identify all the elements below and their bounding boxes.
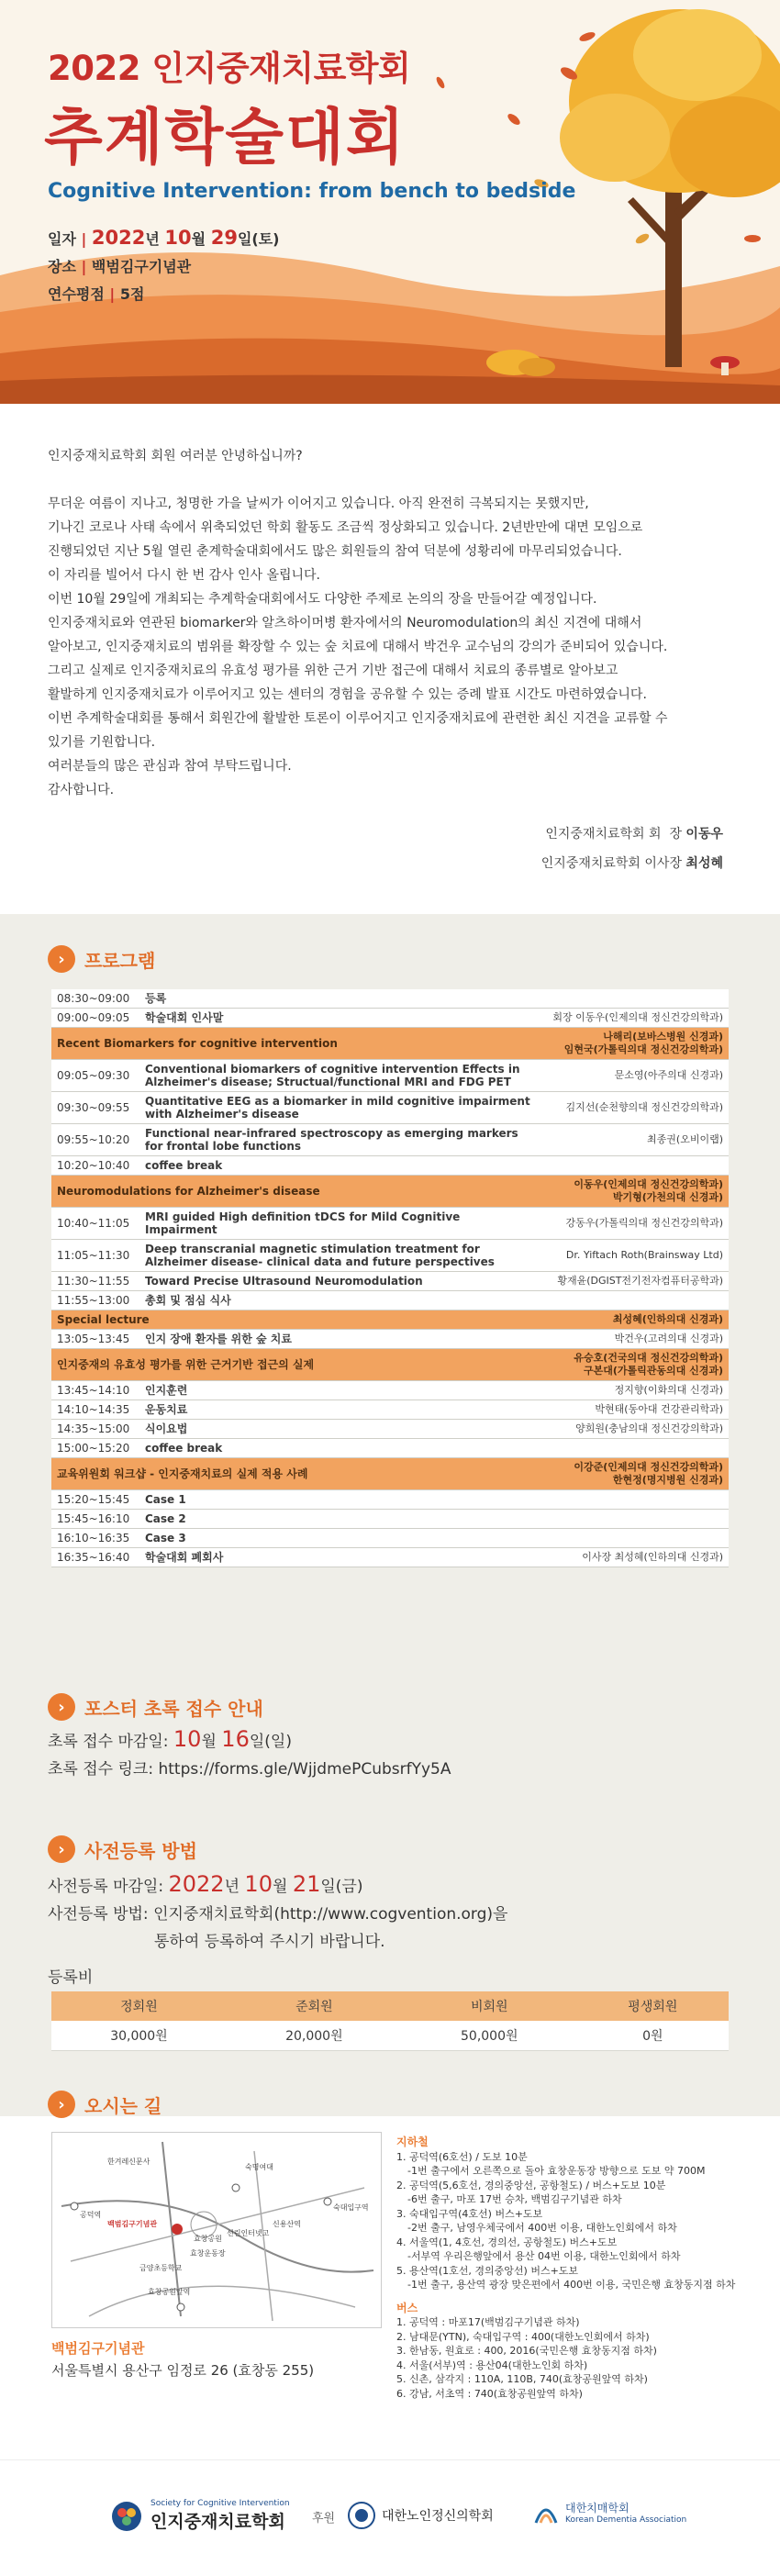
- program-session-header: [51, 1028, 729, 1060]
- sponsor-label: 후원: [312, 2512, 336, 2526]
- session-title: Neuromodulations for Alzheimer's disease: [51, 1176, 536, 1208]
- hero-subtitle: Cognitive Intervention: from bench to bedside: [48, 180, 576, 203]
- society-name-ko: 인지중재치료학회: [150, 2512, 285, 2532]
- fee-header: 정회원: [51, 1991, 227, 2021]
- program-time: 15:20~15:45: [51, 1490, 139, 1510]
- direction-item: 4. 서울(서부)역 : 용산04(대한노인회 하차): [396, 2359, 588, 2371]
- program-row: [51, 989, 729, 1009]
- program-speaker: 회장 이동우(인제의대 정신건강의학과): [536, 1009, 729, 1028]
- fee-header-row: [51, 1991, 729, 2021]
- program-time: 14:35~15:00: [51, 1420, 139, 1439]
- program-time: 11:30~11:55: [51, 1272, 139, 1291]
- program-session-header: [51, 1349, 729, 1381]
- footer: [0, 2459, 780, 2576]
- program-row: [51, 1092, 729, 1124]
- direction-item: 1. 공덕역(6호선) / 도보 10분: [396, 2150, 528, 2163]
- program-title: MRI guided High definition tDCS for Mild Cognitive Impairment: [139, 1208, 536, 1240]
- signature-chairman: 인지중재치료학회 이사장 최성혜: [540, 856, 723, 871]
- direction-item: 2. 공덕역(5,6호선, 경의중앙선, 공항철도) / 버스+도보 10분: [396, 2179, 666, 2191]
- session-chairs: 나해리(보바스병원 신경과) 임현국(가톨릭의대 정신건강의학과): [536, 1028, 729, 1060]
- program-row: [51, 1439, 729, 1458]
- hero-title-line1: 2022 인지중재치료학회: [48, 49, 411, 88]
- program-speaker: [536, 1510, 729, 1529]
- directions-list: [396, 2132, 745, 2401]
- program-time: 16:10~16:35: [51, 1529, 139, 1548]
- map-label: 숙대입구역: [333, 2203, 369, 2212]
- program-speaker: [536, 1291, 729, 1310]
- direction-item: -2번 출구, 남영우체국에서 400번 이용, 대한노인회에서 하차: [407, 2222, 677, 2234]
- poster-deadline: 초록 접수 마감일: 10월 16일(일): [48, 1726, 292, 1752]
- program-row: [51, 1330, 729, 1349]
- fee-header: 평생회원: [577, 1991, 729, 2021]
- session-chairs: 최성혜(인하의대 신경과): [536, 1310, 729, 1330]
- program-time: 15:00~15:20: [51, 1439, 139, 1458]
- program-time: 16:35~16:40: [51, 1548, 139, 1567]
- sponsor1-name: 대한노인정신의학회: [382, 2509, 494, 2524]
- subway-list: [396, 2150, 745, 2292]
- society-emblem-icon: [110, 2500, 143, 2533]
- program-title: Deep transcranial magnetic stimulation treatment for Alzheimer disease- clinical data and future perspectives: [139, 1240, 536, 1272]
- program-title: 등록: [139, 989, 536, 1009]
- program-title: Toward Precise Ultrasound Neuromodulation: [139, 1272, 536, 1291]
- program-speaker: 황재윤(DGIST전기전자컴퓨터공학과): [536, 1272, 729, 1291]
- direction-item: 3. 숙대입구역(4호선) 버스+도보: [396, 2207, 543, 2220]
- program-row: [51, 1240, 729, 1272]
- program-time: 10:40~11:05: [51, 1208, 139, 1240]
- register-method: 사전등록 방법: 인지중재치료학회(http://www.cogvention.org)을: [48, 1905, 508, 1924]
- program-time: 09:05~09:30: [51, 1060, 139, 1092]
- map-label: 공덕역: [80, 2211, 102, 2219]
- program-speaker: 김지선(순천향의대 정신건강의학과): [536, 1092, 729, 1124]
- program-row: [51, 1060, 729, 1092]
- map-label: 효창공원앞역: [148, 2288, 191, 2296]
- register-method-cont: 통하여 등록하여 주시기 바랍니다.: [154, 1933, 385, 1951]
- map-label: 효창운동장: [190, 2249, 226, 2258]
- society-name-en: Society for Cognitive Intervention: [150, 2499, 290, 2508]
- venue-name: 백범김구기념관: [51, 2340, 145, 2357]
- fee-title: 등록비: [48, 1968, 94, 1987]
- program-row: [51, 1400, 729, 1420]
- direction-item: -6번 출구, 마포 17번 승차, 백범김구기념관 하차: [407, 2193, 622, 2205]
- location-map: [51, 2132, 382, 2328]
- fee-header: 준회원: [227, 1991, 402, 2021]
- direction-item: -1번 출구, 용산역 광장 맞은편에서 400번 이용, 국민은행 효창동지점 하차: [407, 2279, 736, 2291]
- fee-header: 비회원: [402, 1991, 577, 2021]
- map-label: 선린인터넷고: [227, 2229, 270, 2237]
- program-speaker: 강동우(가톨릭의대 정신건강의학과): [536, 1208, 729, 1240]
- hero-title-line2: 추계학술대회: [44, 102, 407, 173]
- program-time: 13:05~13:45: [51, 1330, 139, 1349]
- sponsor2-name-ko: 대한치매학회: [565, 2501, 630, 2515]
- program-title: 학술대회 폐회사: [139, 1548, 536, 1567]
- sponsor2-name-en: Korean Dementia Association: [565, 2515, 687, 2525]
- program-title: Conventional biomarkers of cognitive intervention Effects in Alzheimer's disease; Structual/functional MRI and FDG PET: [139, 1060, 536, 1092]
- register-info: [48, 1870, 507, 1956]
- program-title: coffee break: [139, 1156, 536, 1176]
- program-time: 15:45~16:10: [51, 1510, 139, 1529]
- register-site-link[interactable]: 인지중재치료학회(http://www.cogvention.org)을: [153, 1905, 508, 1924]
- chevron-right-icon: ›: [48, 945, 75, 973]
- program-time: 09:30~09:55: [51, 1092, 139, 1124]
- poster-heading: › 포스터 초록 접수 안내: [48, 1693, 263, 1721]
- direction-item: -서부역 우리은행앞에서 용산 04번 이용, 대한노인회에서 하차: [407, 2250, 681, 2262]
- program-speaker: [536, 989, 729, 1009]
- program-row: [51, 1529, 729, 1548]
- program-speaker: [536, 1529, 729, 1548]
- map-label: 금양초등학교: [139, 2264, 183, 2272]
- program-row: [51, 1208, 729, 1240]
- program-row: [51, 1009, 729, 1028]
- program-row: [51, 1291, 729, 1310]
- register-deadline: 사전등록 마감일: 2022년 10월 21일(금): [48, 1871, 363, 1897]
- sponsor2-logo: [532, 2495, 686, 2528]
- program-time: 09:55~10:20: [51, 1124, 139, 1156]
- program-session-header: [51, 1310, 729, 1330]
- program-speaker: [536, 1439, 729, 1458]
- fee-value: 0원: [577, 2021, 729, 2051]
- program-title: Quantitative EEG as a biomarker in mild cognitive impairment with Alzheimer's disease: [139, 1092, 536, 1124]
- program-row: [51, 1510, 729, 1529]
- direction-item: 2. 남대문(YTN), 숙대입구역 : 400(대한노인회에서 하차): [396, 2330, 650, 2343]
- poster-info: [48, 1725, 451, 1783]
- direction-item: 5. 신촌, 삼각지 : 110A, 110B, 740(효창공원앞역 하차): [396, 2373, 648, 2385]
- fee-value: 30,000원: [51, 2021, 227, 2051]
- session-chairs: 이강준(인제의대 정신건강의학과) 한현정(명지병원 신경과): [536, 1458, 729, 1490]
- signature: [541, 820, 723, 878]
- fee-value-row: [51, 2021, 729, 2051]
- hero-event-info: [48, 224, 279, 308]
- program-speaker: 양희원(충남의대 정신건강의학과): [536, 1420, 729, 1439]
- program-title: Functional near-infrared spectroscopy as emerging markers for frontal lobe functions: [139, 1124, 536, 1156]
- program-title: Case 1: [139, 1490, 536, 1510]
- map-illustration: [52, 2133, 381, 2327]
- program-title: Case 2: [139, 1510, 536, 1529]
- program-row: [51, 1156, 729, 1176]
- map-label: 숙명여대: [245, 2163, 273, 2171]
- program-session-header: [51, 1176, 729, 1208]
- direction-item: 3. 한남동, 원효로 : 400, 2016(국민은행 효창동지점 하차): [396, 2345, 657, 2357]
- poster-form-link[interactable]: https://forms.gle/WjjdmePCubsrfYy5A: [158, 1760, 451, 1779]
- program-speaker: [536, 1156, 729, 1176]
- program-title: coffee break: [139, 1439, 536, 1458]
- program-row: [51, 1381, 729, 1400]
- chevron-right-icon: ›: [48, 2091, 75, 2118]
- direction-item: 4. 서울역(1, 4호선, 경의선, 공항철도) 버스+도보: [396, 2236, 618, 2248]
- program-time: 08:30~09:00: [51, 989, 139, 1009]
- map-label: 신용산역: [273, 2220, 301, 2228]
- dementia-association-emblem-icon: [532, 2495, 560, 2528]
- session-chairs: 이동우(인제의대 정신건강의학과) 박기형(가천의대 신경과): [536, 1176, 729, 1208]
- sponsor1-logo: [347, 2501, 494, 2530]
- fee-value: 50,000원: [402, 2021, 577, 2051]
- program-title: 인지 장애 환자를 위한 숲 치료: [139, 1330, 536, 1349]
- fee-value: 20,000원: [227, 2021, 402, 2051]
- program-row: [51, 1420, 729, 1439]
- program-table: [51, 989, 729, 1567]
- program-time: 09:00~09:05: [51, 1009, 139, 1028]
- program-time: 10:20~10:40: [51, 1156, 139, 1176]
- program-time: 13:45~14:10: [51, 1381, 139, 1400]
- direction-item: 1. 공덕역 : 마포17(백범김구기념관 하차): [396, 2316, 580, 2328]
- program-title: 인지훈련: [139, 1381, 536, 1400]
- program-time: 11:05~11:30: [51, 1240, 139, 1272]
- map-label: 백범김구기념관: [107, 2220, 158, 2228]
- register-heading: › 사전등록 방법: [48, 1835, 197, 1863]
- map-label: 효창공원: [194, 2235, 222, 2243]
- program-title: Case 3: [139, 1529, 536, 1548]
- program-title: 총회 및 점심 식사: [139, 1291, 536, 1310]
- bus-title: 버스: [396, 2301, 418, 2314]
- program-title: 운동치료: [139, 1400, 536, 1420]
- direction-item: 6. 강남, 서초역 : 740(효창공원앞역 하차): [396, 2387, 583, 2400]
- bus-list: [396, 2315, 745, 2401]
- program-row: [51, 1490, 729, 1510]
- event-credit: 연수평점 | 5점: [48, 285, 145, 303]
- program-speaker: 정지향(이화의대 신경과): [536, 1381, 729, 1400]
- event-place: 장소 | 백범김구기념관: [48, 258, 192, 275]
- direction-item: 5. 용산역(1호선, 경의중앙선) 버스+도보: [396, 2264, 579, 2277]
- program-speaker: 문소영(아주의대 신경과): [536, 1060, 729, 1092]
- program-speaker: [536, 1490, 729, 1510]
- program-session-header: [51, 1458, 729, 1490]
- program-row: [51, 1272, 729, 1291]
- map-label: 한겨레신문사: [107, 2158, 150, 2166]
- hero-banner: [0, 0, 780, 404]
- poster-link: 초록 접수 링크: https://forms.gle/WjjdmePCubsrfYy5A: [48, 1760, 451, 1779]
- program-heading: › 프로그램: [48, 945, 155, 973]
- chevron-right-icon: ›: [48, 1835, 75, 1863]
- signature-president: 인지중재치료학회 회 장 이동우: [545, 827, 723, 842]
- venue-address: 서울특별시 용산구 임정로 26 (효창동 255): [51, 2362, 315, 2379]
- session-title: Recent Biomarkers for cognitive intervention: [51, 1028, 536, 1060]
- direction-item: -1번 출구에서 오른쪽으로 돌아 효창운동장 방향으로 도보 약 700M: [407, 2165, 706, 2177]
- greeting-text: 인지중재치료학회 회원 여러분 안녕하십니까? 무더운 여름이 지나고, 청명한 가을 날씨가 이어지고 있습니다. 아직 완전히 극복되지는 못했지만, 기나긴 코로나 사태 속에서 위축되었던 학회 활동도 조금씩 정상화되고 있습니다. 2년반만에 대면 모임으로 진행되었던 지난 5월 열린 춘계학술대회에서도 많은 회원들의 참여 덕분에 성황리에 마무리되었습니다. 이 자리를 빌어서 다시 한 번 감사 인사 올립니다. 이번 10월 29일에 개최되는 추계학술대회에서도 다양한 주제로 논의의 장을 만들어갈 예정입니다. 인지중재치료와 연관된 biomarker와 알츠하이머병 환자에서의 Neuromodulation의 최신 지견에 대해서 알아보고, 인지중재치료의 범위를 확장할 수 있는 숲 치료에 대해서 박건우 교수님의 강의가 준비되어 있습니다. 그리고 실제로 인지중재치료의 유효성 평가를 위한 근거 기반 접근에 대해서 치료의 종류별로 알아보고 활발하게 인지중재치료가 이루어지고 있는 센터의 경험을 공유할 수 있는 증례 발표 시간도 마련하였습니다. 이번 추계학술대회를 통해서 회원간에 활발한 토론이 이루어지고 인지중재치료에 관련한 최신 지견을 교류할 수 있기를 기원합니다. 여러분들의 많은 관심과 참여 부탁드립니다. 감사합니다.: [48, 449, 668, 797]
- fee-table: [51, 1991, 729, 2051]
- program-time: 14:10~14:35: [51, 1400, 139, 1420]
- directions-heading: › 오시는 길: [48, 2091, 162, 2118]
- program-speaker: Dr. Yiftach Roth(Brainsway Ltd): [536, 1240, 729, 1272]
- session-chairs: 유승호(건국의대 정신건강의학과) 구본대(가톨릭관동의대 신경과): [536, 1349, 729, 1381]
- program-row: [51, 1124, 729, 1156]
- society-logo: [110, 2499, 290, 2533]
- session-title: 교육위원회 워크샵 - 인지중재치료의 실제 적용 사례: [51, 1458, 536, 1490]
- subway-title: 지하철: [396, 2136, 429, 2148]
- session-title: 인지중재의 유효성 평가를 위한 근거기반 접근의 실제: [51, 1349, 536, 1381]
- program-title: 학술대회 인사말: [139, 1009, 536, 1028]
- chevron-right-icon: ›: [48, 1693, 75, 1721]
- event-date: 일자 | 2022년 10월 29일(토): [48, 227, 280, 249]
- geriatric-psychiatry-emblem-icon: [347, 2501, 376, 2530]
- program-time: 11:55~13:00: [51, 1291, 139, 1310]
- session-title: Special lecture: [51, 1310, 536, 1330]
- program-row: [51, 1548, 729, 1567]
- program-speaker: 박현태(동아대 건강관리학과): [536, 1400, 729, 1420]
- program-speaker: 박건우(고려의대 신경과): [536, 1330, 729, 1349]
- program-speaker: 최종권(오비이랩): [536, 1124, 729, 1156]
- program-speaker: 이사장 최성혜(인하의대 신경과): [536, 1548, 729, 1567]
- greeting-letter: [48, 444, 745, 802]
- program-title: 식이요법: [139, 1420, 536, 1439]
